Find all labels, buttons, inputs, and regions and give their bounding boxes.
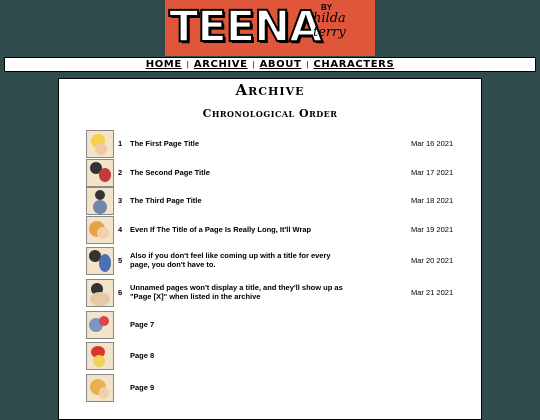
entry-date <box>411 311 461 337</box>
archive-entry[interactable] <box>86 187 456 215</box>
entry-number <box>118 311 128 337</box>
entry-title-link[interactable]: Also if you don't feel like coming up with a title for every page, you don't have to. <box>130 251 331 269</box>
comic-thumbnail[interactable] <box>86 311 114 339</box>
entry-date: Mar 21 2021 <box>411 287 454 297</box>
entry-title-link[interactable]: The Third Page Title <box>130 195 202 205</box>
entry-date: Mar 19 2021 <box>411 224 454 234</box>
entry-number: 1 <box>118 138 123 148</box>
entry-date <box>411 374 461 400</box>
entry-date: Mar 17 2021 <box>411 167 454 177</box>
entry-number: 3 <box>118 195 123 205</box>
page-title: Archive <box>235 81 305 99</box>
logo-title: TEENA <box>169 2 322 52</box>
entry-date: Mar 16 2021 <box>411 138 454 148</box>
nav-about-link[interactable]: ABOUT <box>259 59 302 70</box>
comic-thumbnail[interactable] <box>86 279 114 307</box>
comic-thumbnail[interactable] <box>86 130 114 158</box>
entry-number: 4 <box>118 224 123 234</box>
nav-home-link[interactable]: HOME <box>145 59 182 70</box>
entry-date: Mar 18 2021 <box>411 195 454 205</box>
archive-entry[interactable] <box>86 279 456 307</box>
entry-number: 6 <box>118 287 123 297</box>
entry-date <box>411 342 461 368</box>
entry-number <box>118 374 128 400</box>
entry-number <box>118 342 128 368</box>
entry-number: 5 <box>118 255 123 265</box>
entry-number: 2 <box>118 167 123 177</box>
entry-title-link[interactable]: The Second Page Title <box>130 167 210 177</box>
site-logo-banner[interactable] <box>165 0 375 56</box>
entry-title-link[interactable]: Unnamed pages won't display a title, and they'll show up as "Page [X]" when listed in the archive <box>130 283 343 301</box>
nav-separator: | <box>252 60 255 69</box>
section-title: Chronological Order <box>202 107 338 120</box>
comic-thumbnail[interactable] <box>86 216 114 244</box>
archive-entry[interactable] <box>86 216 456 244</box>
entry-title-link[interactable]: Even If The Title of a Page Is Really Long, It'll Wrap <box>130 224 312 234</box>
logo-signature: hilda terry <box>313 11 346 40</box>
archive-entry[interactable] <box>86 247 456 275</box>
main-nav <box>4 57 536 72</box>
comic-thumbnail[interactable] <box>86 374 114 402</box>
archive-entry[interactable] <box>86 130 456 158</box>
comic-thumbnail[interactable] <box>86 187 114 215</box>
comic-thumbnail[interactable] <box>86 247 114 275</box>
archive-panel <box>58 78 482 420</box>
nav-separator: | <box>306 60 309 69</box>
nav-characters-link[interactable]: CHARACTERS <box>313 59 395 70</box>
archive-entry[interactable] <box>86 374 456 402</box>
entry-date: Mar 20 2021 <box>411 255 454 265</box>
entry-title-link[interactable]: Page 7 <box>130 319 155 329</box>
comic-thumbnail[interactable] <box>86 159 114 187</box>
nav-separator: | <box>186 60 189 69</box>
archive-entry[interactable] <box>86 311 456 339</box>
entry-title-link[interactable]: Page 9 <box>130 382 155 392</box>
logo-by: BY <box>321 3 333 12</box>
entry-title-link[interactable]: The First Page Title <box>130 138 200 148</box>
nav-archive-link[interactable]: ARCHIVE <box>193 59 248 70</box>
archive-entry[interactable] <box>86 342 456 370</box>
comic-thumbnail[interactable] <box>86 342 114 370</box>
archive-entry[interactable] <box>86 159 456 187</box>
entry-title-link[interactable]: Page 8 <box>130 350 155 360</box>
